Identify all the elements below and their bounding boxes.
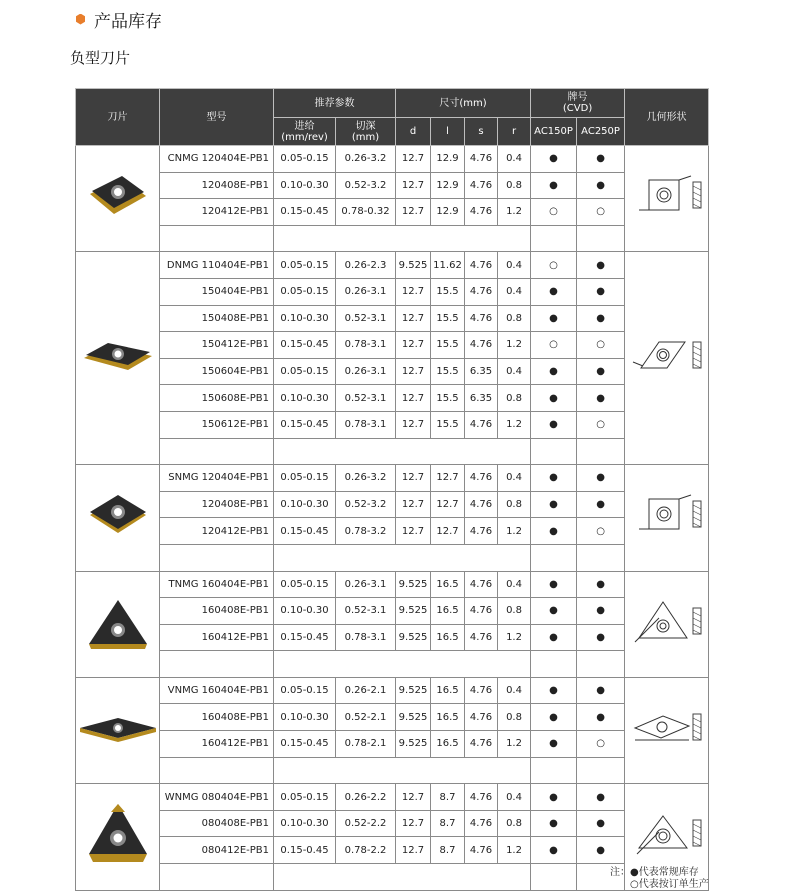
- cell-r: 1.2: [498, 518, 531, 545]
- cell-ac250p: ●: [577, 837, 625, 864]
- cell-d: 12.7: [396, 278, 431, 305]
- blank-cell: [160, 438, 274, 465]
- cell-depth: 0.52-2.2: [336, 810, 396, 837]
- table-row: [76, 598, 709, 625]
- cell-ac150p: ○: [531, 332, 577, 359]
- cell-ac250p: ●: [577, 491, 625, 518]
- col-depth: 切深 (mm): [336, 118, 396, 146]
- cell-feed: 0.10-0.30: [274, 598, 336, 625]
- table-row-blank: [76, 651, 709, 678]
- cell-depth: 0.78-2.2: [336, 837, 396, 864]
- cell-l: 15.5: [431, 385, 465, 412]
- dnmg-insert-icon: [76, 252, 160, 465]
- cell-feed: 0.15-0.45: [274, 199, 336, 226]
- cell-d: 12.7: [396, 305, 431, 332]
- legend-label: 注：: [610, 867, 630, 878]
- blank-cell: [531, 438, 577, 465]
- cell-ac250p: ●: [577, 624, 625, 651]
- cell-model: 080412E-PB1: [160, 837, 274, 864]
- col-l: l: [431, 118, 465, 146]
- cell-l: 15.5: [431, 305, 465, 332]
- table-row: [76, 305, 709, 332]
- cell-depth: 0.78-3.2: [336, 518, 396, 545]
- cell-ac250p: ●: [577, 146, 625, 173]
- blank-cell: [274, 544, 531, 571]
- cell-feed: 0.15-0.45: [274, 624, 336, 651]
- cell-s: 4.76: [465, 784, 498, 811]
- blank-cell: [577, 544, 625, 571]
- cell-ac150p: ●: [531, 571, 577, 598]
- cell-d: 12.7: [396, 491, 431, 518]
- cell-model: DNMG 110404E-PB1: [160, 252, 274, 279]
- cell-feed: 0.15-0.45: [274, 837, 336, 864]
- cell-d: 9.525: [396, 624, 431, 651]
- cell-ac150p: ●: [531, 810, 577, 837]
- cell-ac150p: ●: [531, 677, 577, 704]
- dnmg-geometry-icon: [625, 252, 709, 465]
- cell-d: 12.7: [396, 199, 431, 226]
- table-row-blank: [76, 757, 709, 784]
- table-row-blank: [76, 544, 709, 571]
- cell-l: 8.7: [431, 837, 465, 864]
- cell-r: 0.4: [498, 278, 531, 305]
- cell-depth: 0.78-0.32: [336, 199, 396, 226]
- table-row: [76, 704, 709, 731]
- cell-l: 12.9: [431, 172, 465, 199]
- vnmg-geometry-icon: [625, 677, 709, 783]
- col-r: r: [498, 118, 531, 146]
- cell-ac150p: ●: [531, 491, 577, 518]
- blank-cell: [531, 225, 577, 252]
- table-row: [76, 624, 709, 651]
- cell-r: 0.8: [498, 810, 531, 837]
- cell-depth: 0.52-3.1: [336, 305, 396, 332]
- blank-cell: [531, 757, 577, 784]
- cell-ac250p: ○: [577, 411, 625, 438]
- blank-cell: [577, 225, 625, 252]
- cell-ac250p: ○: [577, 199, 625, 226]
- cell-s: 6.35: [465, 358, 498, 385]
- cell-r: 0.4: [498, 677, 531, 704]
- cell-ac250p: ●: [577, 677, 625, 704]
- col-ac250p: AC250P: [577, 118, 625, 146]
- cell-model: TNMG 160404E-PB1: [160, 571, 274, 598]
- cell-r: 1.2: [498, 837, 531, 864]
- cell-ac250p: ●: [577, 358, 625, 385]
- cell-ac250p: ●: [577, 278, 625, 305]
- cell-l: 12.7: [431, 465, 465, 492]
- table-row: [76, 518, 709, 545]
- col-blade: 刀片: [76, 89, 160, 146]
- cell-ac150p: ●: [531, 278, 577, 305]
- blank-cell: [160, 544, 274, 571]
- cell-s: 4.76: [465, 199, 498, 226]
- cell-ac250p: ●: [577, 172, 625, 199]
- cell-s: 4.76: [465, 837, 498, 864]
- cell-d: 12.7: [396, 172, 431, 199]
- cell-depth: 0.52-3.2: [336, 491, 396, 518]
- cell-model: 150604E-PB1: [160, 358, 274, 385]
- col-d: d: [396, 118, 431, 146]
- cell-d: 9.525: [396, 704, 431, 731]
- cell-l: 15.5: [431, 332, 465, 359]
- cell-r: 0.4: [498, 252, 531, 279]
- cell-feed: 0.05-0.15: [274, 252, 336, 279]
- cell-ac250p: ○: [577, 731, 625, 758]
- tnmg-geometry-icon: [625, 571, 709, 677]
- blank-cell: [274, 757, 531, 784]
- cell-r: 0.4: [498, 571, 531, 598]
- cell-r: 0.4: [498, 465, 531, 492]
- cell-s: 4.76: [465, 465, 498, 492]
- cell-model: 150608E-PB1: [160, 385, 274, 412]
- cell-feed: 0.05-0.15: [274, 784, 336, 811]
- cnmg-insert-icon: [76, 146, 160, 252]
- cell-l: 11.62: [431, 252, 465, 279]
- cell-ac150p: ●: [531, 784, 577, 811]
- blank-cell: [531, 651, 577, 678]
- cell-ac150p: ●: [531, 598, 577, 625]
- cell-ac250p: ○: [577, 518, 625, 545]
- cell-s: 4.76: [465, 624, 498, 651]
- vnmg-insert-icon: [76, 677, 160, 783]
- cell-ac250p: ●: [577, 385, 625, 412]
- cell-l: 15.5: [431, 358, 465, 385]
- table-row: [76, 199, 709, 226]
- legend: [610, 867, 709, 891]
- cell-s: 4.76: [465, 146, 498, 173]
- cell-model: 160408E-PB1: [160, 598, 274, 625]
- cell-r: 0.4: [498, 146, 531, 173]
- cell-model: 120412E-PB1: [160, 518, 274, 545]
- table-row-blank: [76, 438, 709, 465]
- wnmg-insert-icon: [76, 784, 160, 890]
- cell-ac250p: ●: [577, 810, 625, 837]
- table-row: [76, 252, 709, 279]
- cell-s: 4.76: [465, 411, 498, 438]
- cell-d: 9.525: [396, 252, 431, 279]
- cell-s: 4.76: [465, 571, 498, 598]
- col-shape: 几何形状: [625, 89, 709, 146]
- table-row: [76, 332, 709, 359]
- blank-cell: [577, 438, 625, 465]
- cell-depth: 0.52-3.2: [336, 172, 396, 199]
- cell-ac150p: ●: [531, 837, 577, 864]
- cell-model: 150412E-PB1: [160, 332, 274, 359]
- cell-s: 4.76: [465, 810, 498, 837]
- cell-s: 4.76: [465, 598, 498, 625]
- cell-ac150p: ●: [531, 518, 577, 545]
- blank-cell: [160, 651, 274, 678]
- cell-feed: 0.15-0.45: [274, 332, 336, 359]
- cell-feed: 0.10-0.30: [274, 491, 336, 518]
- page-title: 产品库存: [94, 11, 162, 32]
- cell-depth: 0.26-2.1: [336, 677, 396, 704]
- cell-l: 16.5: [431, 624, 465, 651]
- cell-d: 12.7: [396, 465, 431, 492]
- cell-depth: 0.52-2.1: [336, 704, 396, 731]
- cell-l: 12.9: [431, 146, 465, 173]
- table-row-blank: [76, 225, 709, 252]
- cell-ac150p: ●: [531, 411, 577, 438]
- cell-model: 120408E-PB1: [160, 491, 274, 518]
- blank-cell: [160, 757, 274, 784]
- cell-r: 0.8: [498, 598, 531, 625]
- cell-d: 12.7: [396, 332, 431, 359]
- section-header: [76, 8, 162, 30]
- cell-s: 4.76: [465, 305, 498, 332]
- cell-s: 4.76: [465, 278, 498, 305]
- cell-d: 12.7: [396, 784, 431, 811]
- cell-feed: 0.05-0.15: [274, 677, 336, 704]
- blank-cell: [531, 544, 577, 571]
- table-row: [76, 810, 709, 837]
- cell-r: 1.2: [498, 624, 531, 651]
- cell-model: 150408E-PB1: [160, 305, 274, 332]
- cell-s: 4.76: [465, 704, 498, 731]
- blank-cell: [274, 438, 531, 465]
- cell-d: 9.525: [396, 598, 431, 625]
- cell-d: 12.7: [396, 411, 431, 438]
- cell-d: 9.525: [396, 677, 431, 704]
- cell-depth: 0.26-3.1: [336, 278, 396, 305]
- blank-cell: [577, 757, 625, 784]
- cell-r: 0.8: [498, 305, 531, 332]
- cell-s: 4.76: [465, 677, 498, 704]
- blank-cell: [274, 225, 531, 252]
- cell-r: 0.4: [498, 358, 531, 385]
- cell-r: 1.2: [498, 731, 531, 758]
- cell-feed: 0.05-0.15: [274, 358, 336, 385]
- cell-model: 150612E-PB1: [160, 411, 274, 438]
- cell-ac150p: ●: [531, 465, 577, 492]
- cell-l: 12.9: [431, 199, 465, 226]
- cell-ac150p: ●: [531, 146, 577, 173]
- cell-ac250p: ●: [577, 305, 625, 332]
- table-body: [76, 146, 709, 891]
- cell-d: 12.7: [396, 518, 431, 545]
- cell-l: 16.5: [431, 704, 465, 731]
- cell-l: 8.7: [431, 810, 465, 837]
- table-row: [76, 278, 709, 305]
- cell-depth: 0.78-2.1: [336, 731, 396, 758]
- cell-r: 1.2: [498, 411, 531, 438]
- col-model: 型号: [160, 89, 274, 146]
- cell-l: 16.5: [431, 571, 465, 598]
- cell-s: 4.76: [465, 172, 498, 199]
- cell-l: 15.5: [431, 411, 465, 438]
- cell-d: 12.7: [396, 385, 431, 412]
- cell-ac150p: ●: [531, 731, 577, 758]
- table-row: [76, 172, 709, 199]
- cell-d: 12.7: [396, 810, 431, 837]
- cell-feed: 0.10-0.30: [274, 810, 336, 837]
- cell-s: 4.76: [465, 731, 498, 758]
- cell-feed: 0.05-0.15: [274, 571, 336, 598]
- table-row: [76, 571, 709, 598]
- cell-ac250p: ●: [577, 598, 625, 625]
- table-row: [76, 837, 709, 864]
- cell-r: 0.8: [498, 491, 531, 518]
- cell-depth: 0.26-3.2: [336, 146, 396, 173]
- table-row: [76, 731, 709, 758]
- cell-d: 12.7: [396, 837, 431, 864]
- cell-s: 4.76: [465, 491, 498, 518]
- cell-ac250p: ○: [577, 332, 625, 359]
- cell-depth: 0.26-2.3: [336, 252, 396, 279]
- cell-model: CNMG 120404E-PB1: [160, 146, 274, 173]
- cell-ac250p: ●: [577, 252, 625, 279]
- cell-feed: 0.10-0.30: [274, 172, 336, 199]
- cell-s: 4.76: [465, 518, 498, 545]
- cell-depth: 0.78-3.1: [336, 332, 396, 359]
- cell-model: VNMG 160404E-PB1: [160, 677, 274, 704]
- cell-depth: 0.78-3.1: [336, 624, 396, 651]
- section-subtitle: 负型刀片: [70, 49, 131, 67]
- cell-feed: 0.15-0.45: [274, 411, 336, 438]
- cell-depth: 0.26-3.1: [336, 358, 396, 385]
- col-s: s: [465, 118, 498, 146]
- cell-r: 0.8: [498, 172, 531, 199]
- inventory-table: [75, 88, 709, 891]
- cell-ac150p: ●: [531, 358, 577, 385]
- cell-depth: 0.26-3.2: [336, 465, 396, 492]
- cell-r: 1.2: [498, 332, 531, 359]
- cell-r: 1.2: [498, 199, 531, 226]
- cell-l: 12.7: [431, 491, 465, 518]
- cell-feed: 0.05-0.15: [274, 278, 336, 305]
- cell-ac150p: ●: [531, 305, 577, 332]
- cell-l: 15.5: [431, 278, 465, 305]
- col-feed: 进给 (mm/rev): [274, 118, 336, 146]
- cell-ac250p: ●: [577, 704, 625, 731]
- cell-l: 16.5: [431, 598, 465, 625]
- cell-r: 0.8: [498, 385, 531, 412]
- cell-depth: 0.78-3.1: [336, 411, 396, 438]
- col-ac150p: AC150P: [531, 118, 577, 146]
- cell-depth: 0.26-3.1: [336, 571, 396, 598]
- cell-l: 16.5: [431, 731, 465, 758]
- blank-cell: [577, 651, 625, 678]
- table-row: [76, 784, 709, 811]
- cell-ac150p: ●: [531, 172, 577, 199]
- col-params: 推荐参数: [274, 89, 396, 118]
- blank-cell: [160, 864, 274, 891]
- cell-r: 0.8: [498, 704, 531, 731]
- cell-model: WNMG 080404E-PB1: [160, 784, 274, 811]
- cell-ac250p: ●: [577, 571, 625, 598]
- blank-cell: [531, 864, 577, 891]
- cell-ac150p: ○: [531, 252, 577, 279]
- cell-model: 120412E-PB1: [160, 199, 274, 226]
- cell-model: SNMG 120404E-PB1: [160, 465, 274, 492]
- cnmg-geometry-icon: [625, 146, 709, 252]
- table-row: [76, 146, 709, 173]
- table-row: [76, 465, 709, 492]
- cell-s: 4.76: [465, 332, 498, 359]
- blank-cell: [274, 864, 531, 891]
- cell-l: 8.7: [431, 784, 465, 811]
- cell-feed: 0.05-0.15: [274, 465, 336, 492]
- cell-feed: 0.10-0.30: [274, 305, 336, 332]
- blank-cell: [160, 225, 274, 252]
- cell-ac150p: ●: [531, 624, 577, 651]
- table-row: [76, 411, 709, 438]
- tnmg-insert-icon: [76, 571, 160, 677]
- cell-s: 4.76: [465, 252, 498, 279]
- col-grade: 牌号 (CVD): [531, 89, 625, 118]
- table-row: [76, 491, 709, 518]
- legend-filled: ●代表常规库存: [630, 867, 699, 878]
- cell-s: 6.35: [465, 385, 498, 412]
- snmg-geometry-icon: [625, 465, 709, 571]
- cell-l: 12.7: [431, 518, 465, 545]
- cell-model: 160412E-PB1: [160, 624, 274, 651]
- cell-d: 12.7: [396, 146, 431, 173]
- cell-depth: 0.52-3.1: [336, 598, 396, 625]
- cell-d: 9.525: [396, 571, 431, 598]
- cell-feed: 0.15-0.45: [274, 518, 336, 545]
- hexagon-bullet-icon: [76, 14, 85, 25]
- cell-ac250p: ●: [577, 784, 625, 811]
- cell-ac150p: ●: [531, 385, 577, 412]
- cell-model: 160408E-PB1: [160, 704, 274, 731]
- cell-model: 120408E-PB1: [160, 172, 274, 199]
- blank-cell: [274, 651, 531, 678]
- col-size: 尺寸(mm): [396, 89, 531, 118]
- cell-feed: 0.05-0.15: [274, 146, 336, 173]
- cell-r: 0.4: [498, 784, 531, 811]
- cell-feed: 0.15-0.45: [274, 731, 336, 758]
- snmg-insert-icon: [76, 465, 160, 571]
- cell-feed: 0.10-0.30: [274, 385, 336, 412]
- cell-depth: 0.26-2.2: [336, 784, 396, 811]
- table-row: [76, 358, 709, 385]
- cell-ac150p: ●: [531, 704, 577, 731]
- cell-depth: 0.52-3.1: [336, 385, 396, 412]
- cell-l: 16.5: [431, 677, 465, 704]
- table-row: [76, 677, 709, 704]
- cell-model: 150404E-PB1: [160, 278, 274, 305]
- cell-d: 12.7: [396, 358, 431, 385]
- table-row: [76, 385, 709, 412]
- cell-ac150p: ○: [531, 199, 577, 226]
- cell-feed: 0.10-0.30: [274, 704, 336, 731]
- cell-model: 160412E-PB1: [160, 731, 274, 758]
- legend-hollow: ○代表按订单生产: [630, 879, 709, 890]
- cell-ac250p: ●: [577, 465, 625, 492]
- cell-model: 080408E-PB1: [160, 810, 274, 837]
- cell-d: 9.525: [396, 731, 431, 758]
